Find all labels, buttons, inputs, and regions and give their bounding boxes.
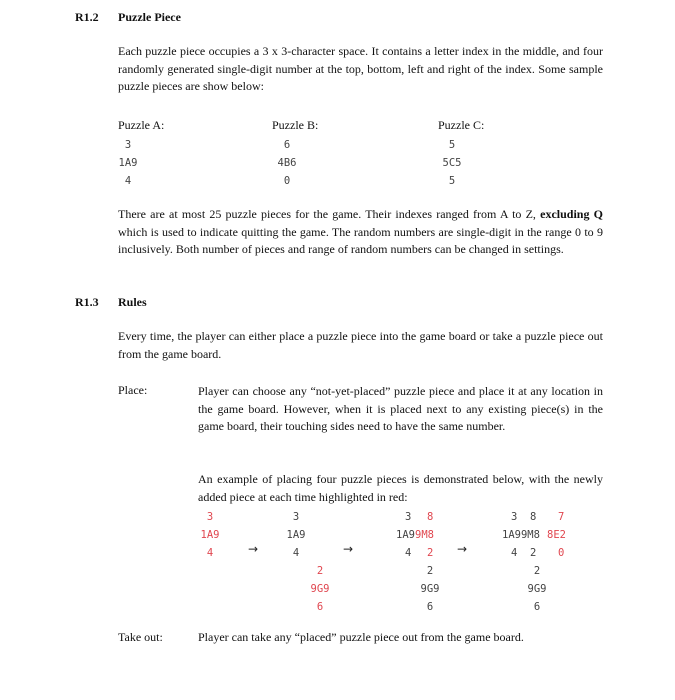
rules-intro: Every time, the player can either place a puzzle piece into the game board or take a puzzle piece out from the game board. — [118, 329, 603, 361]
puzzle-a-bottom: 4 — [124, 175, 132, 187]
section-title-rules: Rules — [118, 295, 147, 309]
step3-g-top: 2 — [426, 565, 434, 577]
puzzle-a-piece — [114, 136, 142, 190]
step3-middle-new: 9M8 — [415, 529, 434, 541]
step4-top: 3 8 — [511, 511, 537, 523]
step3-g-bottom: 6 — [426, 601, 434, 613]
step4-g-bottom: 6 — [533, 601, 541, 613]
arrow-icon: → — [248, 542, 259, 556]
arrow-icon: → — [457, 542, 468, 556]
puzzle-a-label: Puzzle A: — [118, 118, 165, 132]
step2-middle: 1A9 — [286, 529, 306, 541]
step2-new-top: 2 — [316, 565, 324, 577]
puzzle-a-top: 3 — [124, 139, 132, 151]
step2-new-middle: 9G9 — [310, 583, 330, 595]
puzzle-b-middle: 4B6 — [277, 157, 297, 169]
puzzle-b-top: 6 — [283, 139, 291, 151]
step2-top: 3 — [292, 511, 300, 523]
puzzle-a-middle: 1A9 — [118, 157, 138, 169]
takeout-description: Player can take any “placed” puzzle piece out from the game board. — [198, 630, 524, 644]
section-title-puzzle-piece: Puzzle Piece — [118, 10, 181, 24]
place-description: Player can choose any “not-yet-placed” puzzle piece and place it at any location in the game board. However, when it is placed next to any existing piece(s) in the game board, their touching sides need to have the same number. — [198, 384, 603, 433]
step2-new-bottom: 6 — [316, 601, 324, 613]
step3-bottom: 4 — [405, 547, 412, 559]
example-step-2 — [282, 508, 310, 562]
arrow-icon: → — [343, 542, 354, 556]
puzzle-c-label: Puzzle C: — [438, 118, 485, 132]
para2-pre: There are at most 25 puzzle pieces for the game. Their indexes ranged from A to Z, — [118, 207, 541, 221]
puzzle-index-description — [118, 206, 603, 259]
puzzle-b-piece — [273, 136, 301, 190]
step3-bottom-new: 2 — [427, 547, 434, 559]
example-step-1 — [196, 508, 224, 562]
puzzle-piece-description: Each puzzle piece occupies a 3 x 3-character space. It contains a letter index in the middle, and four randomly generated single-digit number at the top, bottom, left and right of the index. Some sample puzzle pieces are show below: — [118, 44, 603, 93]
step3-top: 3 — [405, 511, 412, 523]
puzzle-c-top: 5 — [448, 139, 456, 151]
example-step-4-g-piece — [523, 562, 551, 616]
step4-top-new: 7 — [558, 511, 565, 523]
step1-middle: 1A9 — [200, 529, 220, 541]
takeout-label: Take out: — [118, 630, 163, 644]
puzzle-b-bottom: 0 — [283, 175, 291, 187]
step3-top-new: 8 — [427, 511, 434, 523]
puzzle-c-middle: 5C5 — [442, 157, 462, 169]
puzzle-c-piece — [438, 136, 466, 190]
step2-bottom: 4 — [292, 547, 300, 559]
puzzle-b-label: Puzzle B: — [272, 118, 319, 132]
step4-bottom-new: 0 — [558, 547, 565, 559]
step1-bottom: 4 — [206, 547, 214, 559]
step4-middle-new: 8E2 — [547, 529, 566, 541]
para2-post: which is used to indicate quitting the game. The random numbers are single-digit in the range 0 to 9 inclusively. Both number of pieces and range of random numbers can be changed in settings. — [118, 224, 603, 256]
puzzle-c-bottom: 5 — [448, 175, 456, 187]
para2-bold: excluding Q — [540, 207, 603, 221]
step3-middle: 1A9 — [396, 529, 415, 541]
step4-g-middle: 9G9 — [527, 583, 547, 595]
example-step-3-g-piece — [416, 562, 444, 616]
example-step-2-new-piece — [306, 562, 334, 616]
step3-g-middle: 9G9 — [420, 583, 440, 595]
section-number-r13: R1.3 — [75, 295, 99, 309]
placing-example-description: An example of placing four puzzle pieces is demonstrated below, with the newly added piece at each time highlighted in red: — [198, 472, 603, 504]
step4-g-top: 2 — [533, 565, 541, 577]
step1-top: 3 — [206, 511, 214, 523]
place-label: Place: — [118, 383, 148, 397]
section-number-r12: R1.2 — [75, 10, 99, 24]
step4-bottom: 4 2 — [511, 547, 537, 559]
step4-middle: 1A99M8 — [502, 529, 540, 541]
